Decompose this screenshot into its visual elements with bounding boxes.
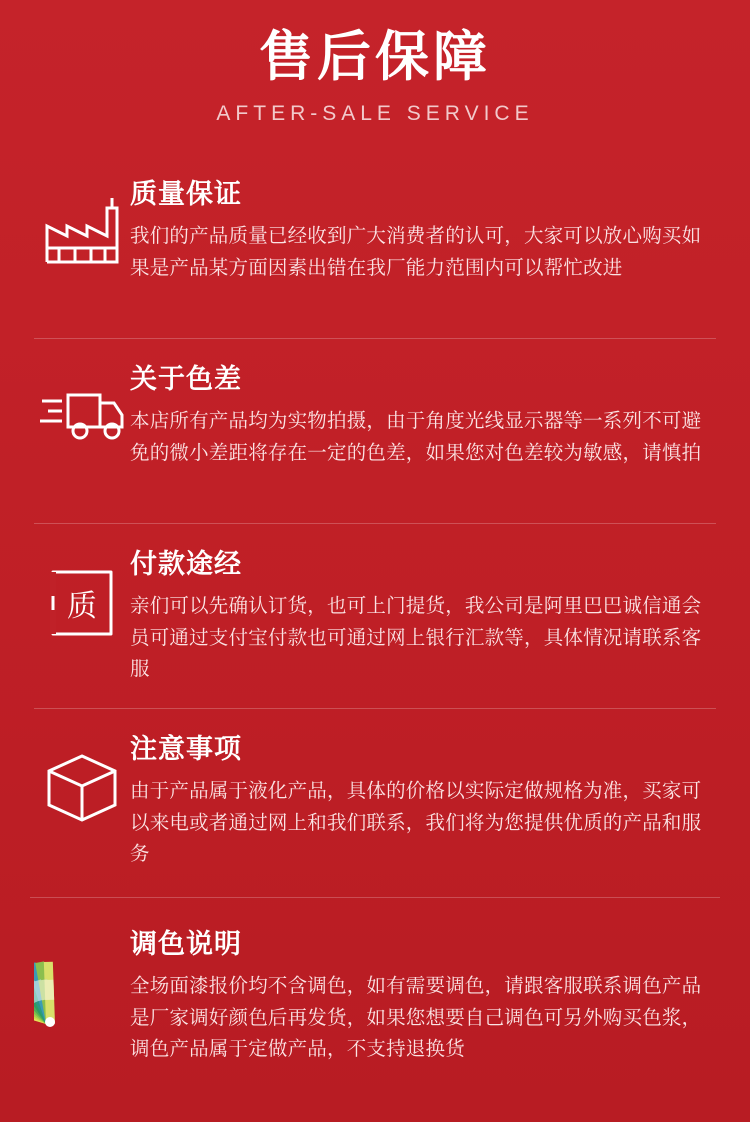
section-text: 全场面漆报价均不含调色，如有需要调色，请跟客服联系调色产品是厂家调好颜色后再发货，如果您想要自己调色可另外购买色浆，调色产品属于定做产品，不支持退换货 — [130, 975, 702, 1061]
section-title: 注意事项 — [130, 734, 242, 765]
section-color-difference — [0, 355, 750, 505]
box-icon — [34, 725, 130, 825]
section-body — [130, 725, 720, 871]
section-divider — [34, 708, 716, 709]
section-text: 我们的产品质量已经收到广大消费者的认可，大家可以放心购买如果是产品某方面因素出错在我厂能力范围内可以帮忙改进 — [130, 225, 702, 279]
section-divider — [30, 897, 720, 898]
service-sections — [0, 170, 750, 1095]
section-title: 质量保证 — [130, 179, 242, 210]
section-body — [130, 170, 720, 284]
page-header — [0, 0, 750, 126]
section-body — [130, 355, 720, 469]
section-quality-guarantee — [0, 170, 750, 320]
section-title: 调色说明 — [130, 929, 242, 960]
section-title: 付款途经 — [130, 549, 242, 580]
truck-icon — [34, 355, 130, 443]
section-color-mixing — [0, 920, 750, 1095]
section-payment-methods — [0, 540, 750, 690]
page-subtitle: AFTER-SALE SERVICE — [216, 102, 534, 126]
section-body — [130, 540, 720, 686]
section-divider — [34, 338, 716, 339]
section-divider — [34, 523, 716, 524]
section-body — [130, 920, 720, 1066]
section-notices — [0, 725, 750, 875]
quality-seal-icon — [34, 540, 130, 640]
section-title: 关于色差 — [130, 364, 242, 395]
section-text: 由于产品属于液化产品，具体的价格以实际定做规格为准，买家可以来电或者通过网上和我们联系，我们将为您提供优质的产品和服务 — [130, 780, 702, 866]
factory-icon — [34, 170, 130, 266]
section-text: 本店所有产品均为实物拍摄，由于角度光线显示器等一系列不可避免的微小差距将存在一定的色差，如果您对色差较为敏感，请慎拍 — [130, 410, 702, 464]
color-fan-icon — [34, 920, 130, 1040]
section-text: 亲们可以先确认订货，也可上门提货，我公司是阿里巴巴诚信通会员可通过支付宝付款也可通过网上银行汇款等，具体情况请联系客服 — [130, 595, 702, 681]
svg-text:质: 质 — [67, 590, 97, 624]
page-title: 售后保障 — [259, 27, 491, 87]
